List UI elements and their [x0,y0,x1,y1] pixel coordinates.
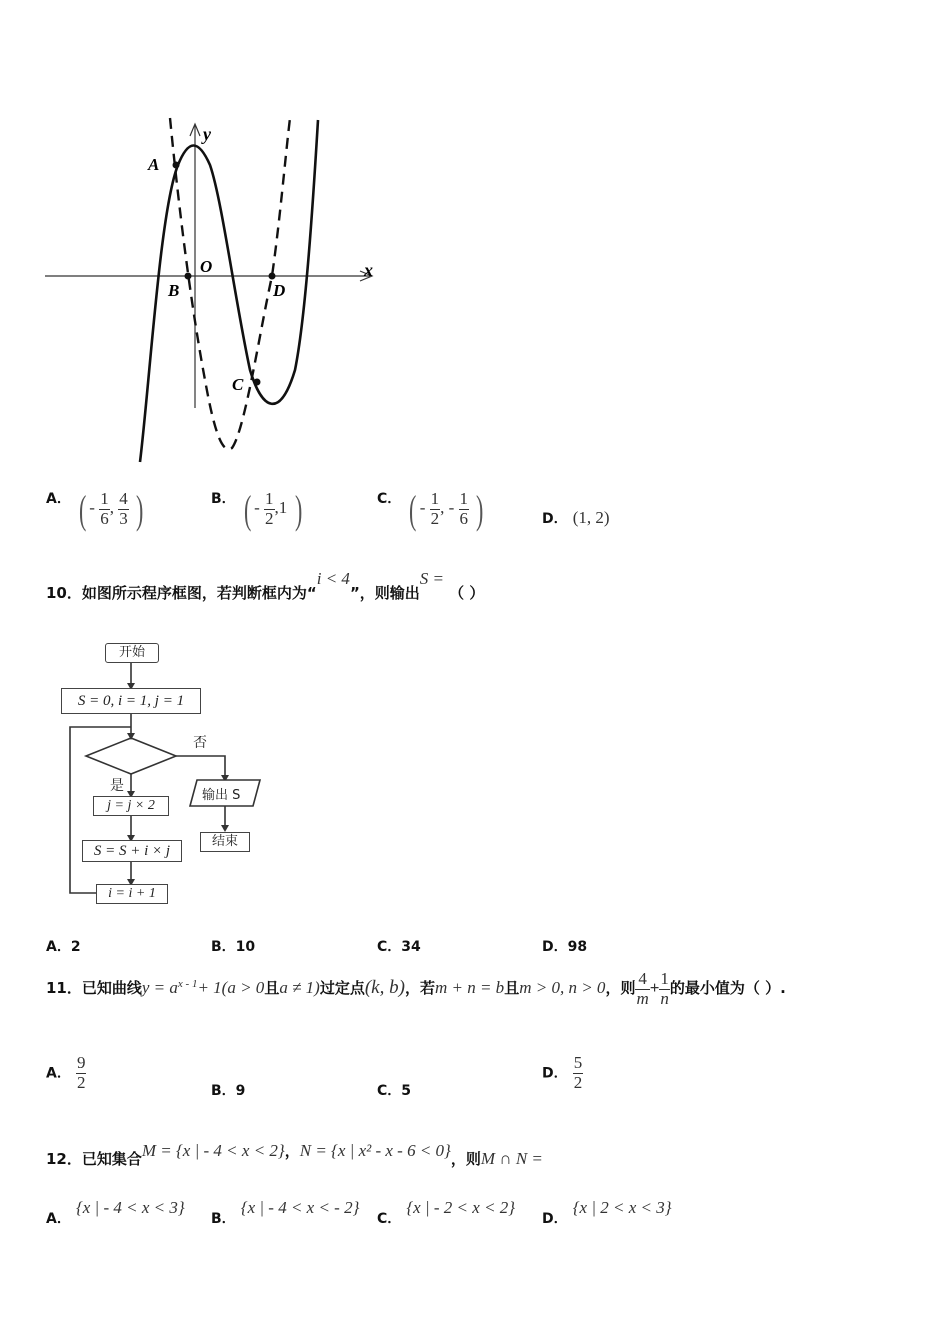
option-value: 34 [401,939,421,955]
option-letter: A． [46,491,71,508]
option-value: {x | - 4 < x < 3} [75,1198,185,1217]
label-c: C [232,375,244,394]
option-value: {x | 2 < x < 3} [572,1198,672,1217]
q11-option-b[interactable] [211,1080,245,1100]
option-letter: D． [542,1065,568,1082]
option-letter: A． [46,1065,71,1082]
q12-option-b[interactable] [211,1198,360,1227]
option-value: (1, 2) [572,508,610,527]
label-b: B [168,281,180,300]
q12-option-c[interactable] [377,1198,516,1227]
q9-option-a[interactable]: A． ( - $\frac{1}{6}$ , $\frac{4}{3}$ ) [46,487,144,532]
function-graph [40,110,390,470]
flowchart-step-i: i = i + 1 [96,884,168,904]
option-letter: B． [211,491,236,508]
q9-option-b[interactable]: B． ( - $\frac{1}{2}$ ,1 ) [211,487,302,532]
option-value: 10 [235,939,256,955]
q10-option-a[interactable] [46,936,81,956]
solid-cubic-curve [140,120,318,462]
option-letter: A． [46,1211,71,1227]
option-letter: B． [211,1083,236,1099]
option-value: 5 [401,1083,412,1099]
flowchart-init: S = 0, i = 1, j = 1 [61,688,201,714]
q12-option-a[interactable] [46,1198,185,1227]
option-value: 98 [567,939,588,955]
label-d: D [273,281,286,300]
option-letter: C． [377,939,402,955]
label-y: y [203,124,211,144]
option-value: {x | - 4 < x < - 2} [240,1198,360,1217]
q10-stem: 10．如图所示程序框图，若判断框内为“i < 4”，则输出S = （ ） [46,569,485,602]
q12-stem: 12．已知集合M = {x | - 4 < x < 2}，N = {x | x² - x - 6 < 0}，则M ∩ N = [46,1141,543,1168]
option-letter: A． [46,939,71,955]
option-letter: C． [377,1211,402,1227]
option-letter: B． [211,1211,236,1227]
q10-option-b[interactable] [211,936,255,956]
flowchart-end: 结束 [200,832,250,852]
option-value: 9 [235,1083,246,1099]
flowchart-output: 输出 S [202,788,241,803]
q11-option-d[interactable]: D． $\frac{5}{2}$ [542,1053,583,1092]
option-letter: B． [211,939,236,955]
point-b [185,273,192,280]
q10-option-d[interactable] [542,936,587,956]
option-value: 2 [70,939,81,955]
q11-option-c[interactable] [377,1080,411,1100]
dashed-derivative-curve [170,118,290,449]
q9-option-c[interactable]: C． ( - $\frac{1}{2}$ , - $\frac{1}{6}$ ) [377,487,484,532]
label-a: A [148,155,160,174]
label-origin: O [200,257,213,276]
point-a [173,162,180,169]
point-c [254,379,261,386]
q9-option-d[interactable] [542,508,610,528]
q11-option-a[interactable]: A． $\frac{9}{2}$ [46,1053,86,1092]
point-d [269,273,276,280]
flowchart-step-s: S = S + i × j [82,840,182,862]
q11-stem: 11．已知曲线$y = a^{x - 1}+ 1(a > 0$且a ≠ 1)过定点(k, b)，若m + n = b且m > 0, n > 0，则 $\frac{4}{m}$ + $\frac{1}{n}$ 的最小值为（ ）. [46,969,786,1008]
q12-option-d[interactable] [542,1198,672,1227]
flowchart-no-label: 否 [193,735,207,751]
flowchart-start: 开始 [105,643,159,663]
option-value: {x | - 2 < x < 2} [406,1198,516,1217]
option-letter: C． [377,491,402,508]
option-letter: C． [377,1083,402,1099]
flowchart-step-j: j = j × 2 [93,796,169,816]
q10-option-c[interactable] [377,936,421,956]
option-letter: D． [542,939,568,955]
flowchart-connectors [60,640,280,920]
option-letter: D． [542,511,568,527]
flowchart-yes-label: 是 [110,778,124,794]
option-letter: D． [542,1211,568,1227]
label-x: x [364,260,373,280]
